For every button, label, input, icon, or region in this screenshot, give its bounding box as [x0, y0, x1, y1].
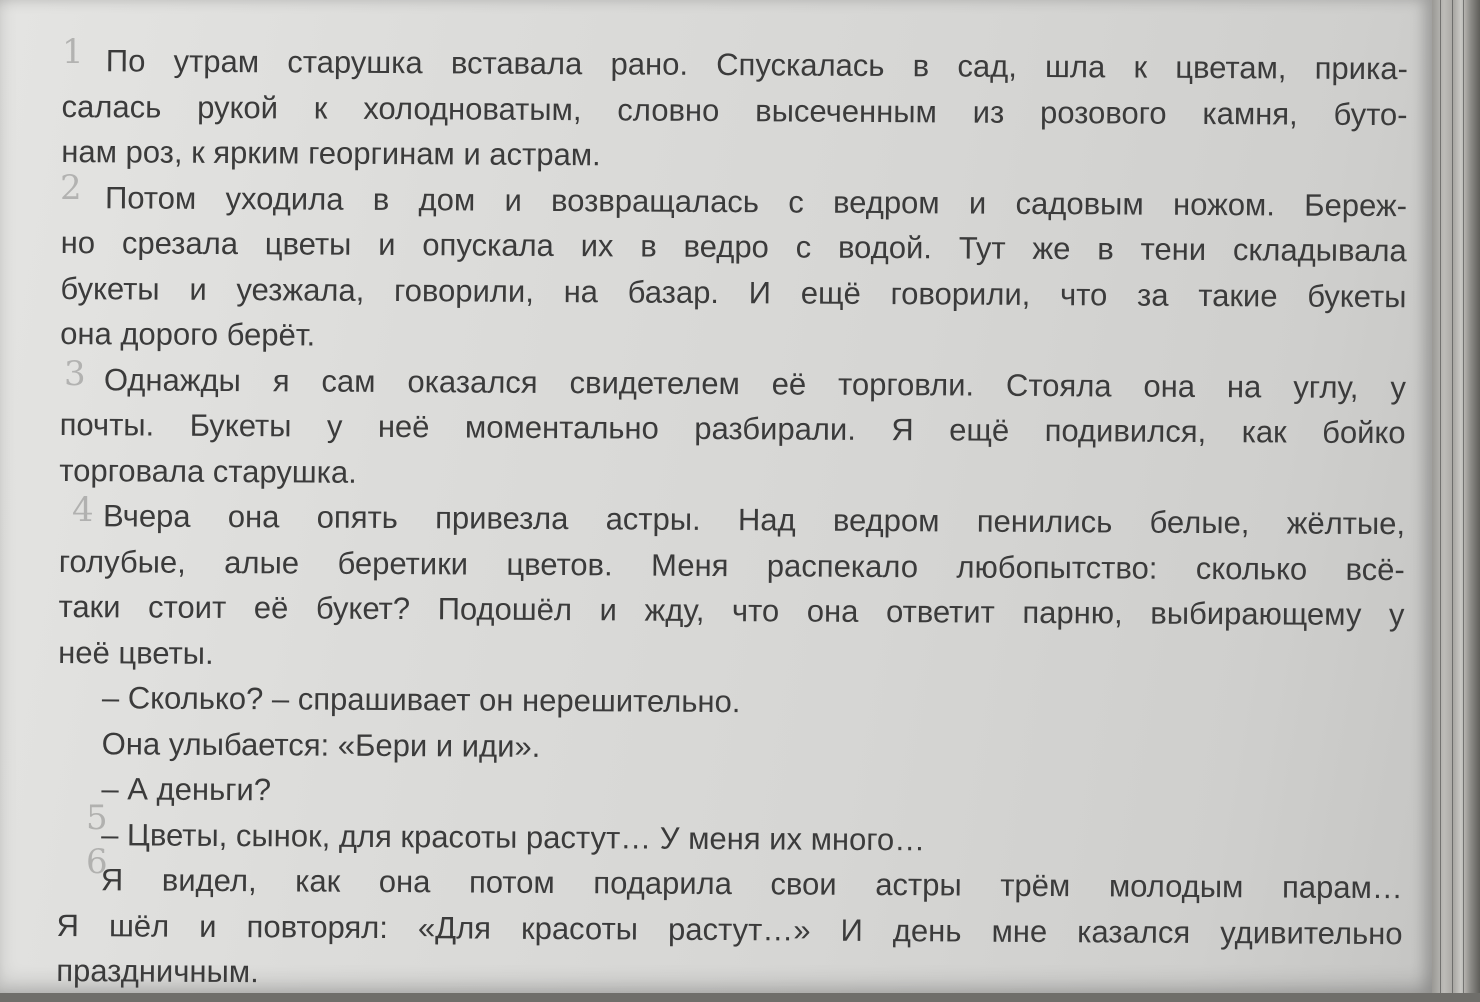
text-line: Она улыбается: «Бери и иди».: [101, 725, 541, 764]
edge-line: [1463, 0, 1464, 993]
text-line: – Сколько? – спрашивает он нерешительно.: [101, 680, 741, 720]
text-line: голубые, алые беретики цветов. Меня распекало любопытство: сколько всё-: [58, 543, 1405, 587]
pencil-mark: 1: [62, 32, 84, 72]
text-line: По утрам старушка вставала рано. Спускалась в сад, шла к цветам, прика-: [105, 43, 1408, 87]
text-line: она дорого берёт.: [60, 315, 316, 353]
text-line: Я видел, как она потом подарила свои астры трём молодым парам…: [100, 862, 1403, 906]
pencil-mark: 6: [86, 842, 108, 882]
text-line: таки стоит её букет? Подошёл и жду, что она ответит парню, выбирающему у: [58, 588, 1405, 633]
text-line: – Цветы, сынок, для красоты растут… У меня их много…: [101, 816, 926, 857]
text-line: букеты и уезжала, говорили, на базар. И ещё говорили, что за такие букеты: [60, 270, 1407, 314]
pencil-mark: 2: [60, 168, 82, 208]
text-line: Потом уходила в дом и возвращалась с ведром и садовым ножом. Береж-: [104, 179, 1408, 223]
text-line: Однажды я сам оказался свидетелем её торговли. Стояла она на углу, у: [103, 361, 1406, 405]
text-line: праздничным.: [56, 952, 259, 990]
pencil-mark: 4: [72, 490, 94, 530]
text-line: но срезала цветы и опускала их в ведро с водой. Тут же в тени складывала: [60, 224, 1407, 269]
pencil-mark: 5: [86, 798, 108, 838]
edge-line: [1452, 0, 1453, 993]
pencil-mark: 3: [64, 354, 86, 394]
story-text: [56, 38, 1408, 1002]
text-line: Вчера она опять привезла астры. Над ведром пенились белые, жёлтые,: [102, 498, 1406, 542]
text-line: – А деньги?: [101, 771, 272, 808]
page-stack-edge: [1432, 0, 1480, 993]
text-line: Я шёл и повторял: «Для красоты растут…» И день мне казался удивительно: [56, 907, 1403, 951]
text-line: торговала старушка.: [59, 452, 357, 490]
text-line: неё цветы.: [58, 634, 214, 671]
text-line: салась рукой к холодноватым, словно высеченным из розового камня, буто-: [61, 88, 1408, 132]
text-line: почты. Букеты у неё моментально разбирали. Я ещё подивился, как бойко: [59, 406, 1406, 451]
text-line: нам роз, к ярким георгинам и астрам.: [61, 133, 601, 173]
edge-line: [1440, 0, 1441, 993]
